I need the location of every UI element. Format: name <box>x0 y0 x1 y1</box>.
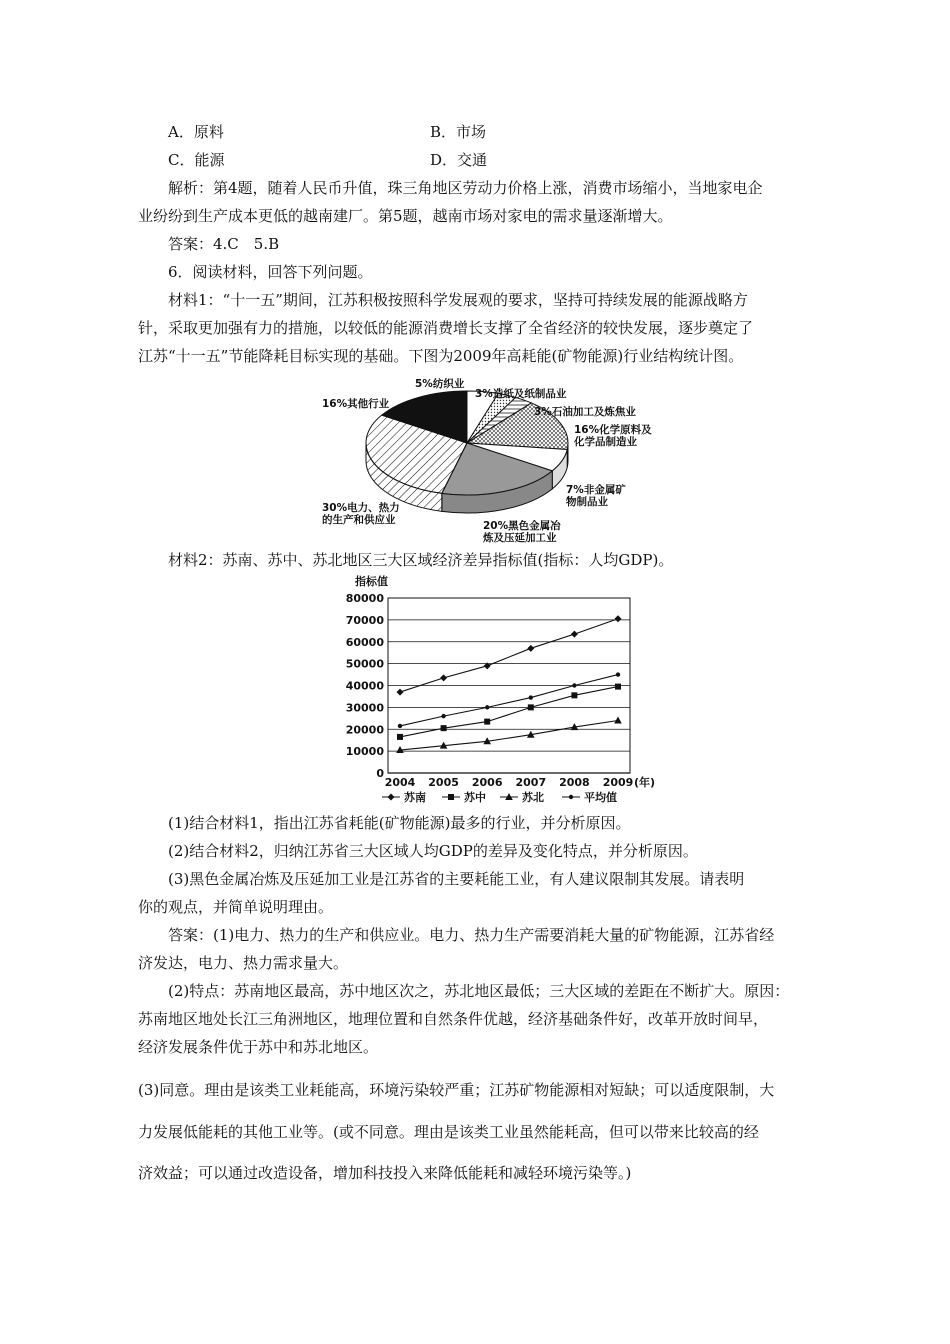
series-line <box>400 721 618 751</box>
data-point <box>448 794 454 800</box>
y-tick-label: 80000 <box>345 592 384 605</box>
data-point <box>397 689 404 696</box>
data-point <box>398 724 402 728</box>
data-point <box>571 631 578 638</box>
series-line <box>400 619 618 692</box>
data-point <box>571 692 577 698</box>
pie-slice-label: 3%造纸及纸制品业 <box>475 388 567 400</box>
x-tick-label: 2006 <box>471 776 503 789</box>
data-point <box>484 719 490 725</box>
question-3-line-2: 你的观点，并简单说明理由。 <box>138 898 334 916</box>
legend-label: 苏北 <box>522 791 544 804</box>
x-tick-label: 2005 <box>428 776 459 789</box>
data-point <box>529 695 533 699</box>
analysis-line-2: 业纷纷到生产成本更低的越南建厂。第5题，越南市场对家电的需求量逐渐增大。 <box>138 207 673 225</box>
answer-line-4: 苏南地区地处长江三角洲地区，地理位置和自然条件优越，经济基础条件好，改革开放时间早， <box>138 1010 769 1028</box>
y-tick-label: 50000 <box>345 657 384 671</box>
question-3-line-1: (3)黑色金属冶炼及压延加工业是江苏省的主要耗能工业，有人建议限制其发展。请表明 <box>168 870 745 888</box>
option-b: B．市场 <box>430 123 487 141</box>
data-point <box>615 615 622 622</box>
series-line <box>400 675 618 726</box>
y-tick-label: 70000 <box>345 613 384 627</box>
data-point <box>485 705 489 709</box>
x-tick-label: 2008 <box>559 776 590 789</box>
option-a: A．原料 <box>168 123 224 141</box>
question-1: (1)结合材料1，指出江苏省耗能(矿物能源)最多的行业，并分析原因。 <box>168 814 631 832</box>
data-point <box>388 794 395 801</box>
legend-label: 苏南 <box>404 791 426 804</box>
answer-line-7: 力发展低能耗的其他工业等。(或不同意。理由是该类工业虽然能耗高，但可以带来比较高的经 <box>138 1123 759 1141</box>
pie-slice-label: 3%石油加工及炼焦业 <box>534 406 636 418</box>
x-axis-label: (年) <box>634 776 656 789</box>
line-chart-legend <box>382 790 617 804</box>
x-tick-label: 2007 <box>515 776 547 789</box>
y-tick-label: 30000 <box>345 701 384 715</box>
answer-4-5: 答案：4.C 5.B <box>168 235 280 253</box>
material1-line-2: 针，采取更加强有力的措施，以较低的能源消费增长支撑了全省经济的较快发展，逐步奠定了 <box>138 319 754 337</box>
data-point <box>528 704 534 710</box>
data-point <box>569 795 573 799</box>
data-point <box>527 645 534 652</box>
data-point <box>397 734 403 740</box>
y-tick-label: 60000 <box>345 635 384 649</box>
answer-line-1: 答案：(1)电力、热力的生产和供应业。电力、热力生产需要消耗大量的矿物能源，江苏省经 <box>168 926 775 944</box>
pie-slice-label: 7%非金属矿物制品业 <box>566 484 626 508</box>
pie-chart <box>310 375 690 545</box>
line-chart-series <box>396 615 622 753</box>
data-point <box>614 717 622 724</box>
pie-slice-label: 16%化学原料及化学品制造业 <box>574 424 652 448</box>
line-chart <box>330 575 656 810</box>
analysis-line-1: 解析：第4题，随着人民币升值，珠三角地区劳动力价格上涨，消费市场缩小，当地家电企 <box>168 179 763 197</box>
answer-line-8: 济效益；可以通过改造设备，增加科技投入来降低能耗和减轻环境污染等。) <box>138 1164 632 1182</box>
legend-label: 平均值 <box>584 791 617 804</box>
question-6: 6．阅读材料，回答下列问题。 <box>168 263 373 281</box>
option-d: D．交通 <box>430 151 488 169</box>
answer-line-2: 济发达，电力、热力需求量大。 <box>138 954 349 972</box>
line-chart-grid <box>388 598 630 773</box>
material1-line-1: 材料1：“十一五”期间，江苏积极按照科学发展观的要求，坚持可持续发展的能源战略方 <box>168 291 748 309</box>
material2-text: 材料2：苏南、苏中、苏北地区三大区域经济差异指标值(指标：人均GDP)。 <box>168 551 674 569</box>
answer-line-5: 经济发展条件优于苏中和苏北地区。 <box>138 1038 379 1056</box>
pie-slice-label: 16%其他行业 <box>322 398 390 410</box>
data-point <box>441 714 445 718</box>
legend-label: 苏中 <box>464 791 486 804</box>
data-point <box>441 725 447 731</box>
pie-slice-label: 20%黑色金属冶炼及压延加工业 <box>483 520 561 544</box>
data-point <box>440 674 447 681</box>
x-tick-label: 2009 <box>602 776 634 789</box>
y-tick-label: 20000 <box>345 723 384 737</box>
answer-line-3: (2)特点：苏南地区最高，苏中地区次之，苏北地区最低；三大区域的差距在不断扩大。原因： <box>168 982 790 1000</box>
y-axis-label: 指标值 <box>355 575 388 588</box>
x-tick-label: 2004 <box>384 776 416 789</box>
y-tick-label: 10000 <box>345 745 384 759</box>
y-tick-label: 0 <box>376 767 384 780</box>
data-point <box>572 683 576 687</box>
material1-line-3: 江苏“十一五”节能降耗目标实现的基础。下图为2009年高耗能(矿物能源)行业结构统计图。 <box>138 347 744 365</box>
question-2: (2)结合材料2，归纳江苏省三大区域人均GDP的差异及变化特点，并分析原因。 <box>168 842 698 860</box>
y-tick-label: 40000 <box>345 679 384 693</box>
answer-line-6: (3)同意。理由是该类工业耗能高，环境污染较严重；江苏矿物能源相对短缺；可以适度限制，大 <box>138 1081 775 1099</box>
data-point <box>616 672 620 676</box>
pie-slice-label: 5%纺织业 <box>415 378 465 390</box>
option-c: C．能源 <box>168 151 225 169</box>
pie-slice-label: 30%电力、热力的生产和供应业 <box>322 502 400 526</box>
data-point <box>615 684 621 690</box>
